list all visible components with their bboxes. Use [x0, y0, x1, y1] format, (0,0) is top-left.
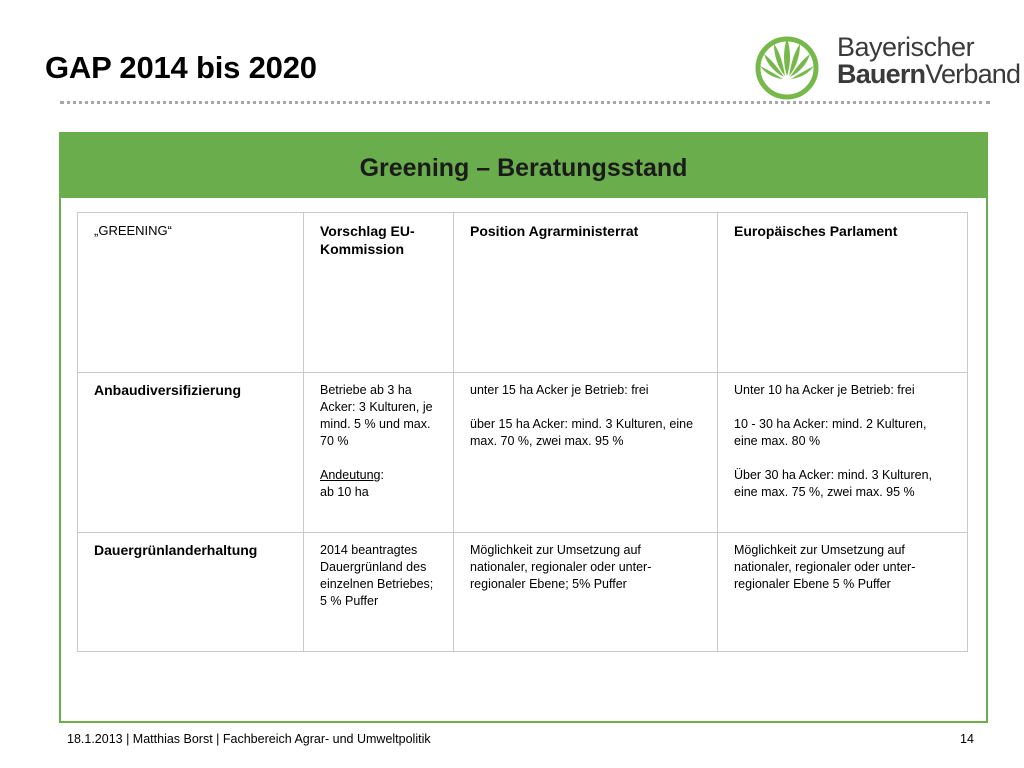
logo-text-line2 [837, 61, 1020, 88]
cell-parliament [718, 373, 968, 533]
bbv-logo [752, 30, 1021, 100]
cell-commission [304, 373, 454, 533]
greening-table [77, 212, 968, 652]
table-header-row [78, 213, 968, 373]
header-council: Position Agrarministerrat [454, 213, 718, 373]
table-row [78, 373, 968, 533]
cell-parliament [718, 533, 968, 652]
page-number: 14 [960, 732, 974, 746]
cell-text: Betriebe ab 3 ha Acker: 3 Kulturen, je mind. 5 % und max. 70 % [320, 383, 433, 448]
cell-text: ab 10 ha [320, 485, 369, 499]
cell-text: Möglichkeit zur Umsetzung auf nationaler, regionaler oder unter-regionaler Ebene; 5% Puffer [470, 543, 652, 591]
title-divider [60, 101, 990, 104]
cell-text: über 15 ha Acker: mind. 3 Kulturen, eine max. 70 %, zwei max. 95 % [470, 417, 694, 448]
slide-title: GAP 2014 bis 2020 [45, 50, 317, 85]
logo-text-bold: Bauern [837, 59, 926, 89]
cell-text-suffix: : [380, 468, 384, 482]
cell-commission [304, 533, 454, 652]
cell-text: 5 % Puffer [320, 594, 379, 608]
cell-text: Unter 10 ha Acker je Betrieb: frei [734, 383, 915, 397]
footer-text: 18.1.2013 | Matthias Borst | Fachbereich Agrar- und Umweltpolitik [67, 732, 431, 746]
header-commission: Vorschlag EU-Kommission [304, 213, 454, 373]
cell-text: Möglichkeit zur Umsetzung auf nationaler, regionaler oder unter-regionaler Ebene 5 % Puffer [734, 543, 916, 591]
content-frame [59, 132, 988, 723]
cell-text: 2014 beantragtes Dauergrünland des einzelnen Betriebes; [320, 543, 434, 591]
header-parliament: Europäisches Parlament [718, 213, 968, 373]
cell-text [320, 467, 437, 484]
row-label-dauergruenland: Dauergrünlanderhaltung [78, 533, 304, 652]
cell-council [454, 373, 718, 533]
table-row [78, 533, 968, 652]
underlined-term: Andeutung [320, 468, 381, 482]
wheat-circle-logo-icon [752, 30, 822, 100]
section-header [61, 134, 986, 198]
cell-text: Über 30 ha Acker: mind. 3 Kulturen, eine max. 75 %, zwei max. 95 % [734, 468, 933, 499]
cell-text: unter 15 ha Acker je Betrieb: frei [470, 383, 649, 397]
cell-text: 10 - 30 ha Acker: mind. 2 Kulturen, eine max. 80 % [734, 417, 927, 448]
logo-text-rest: Verband [925, 59, 1021, 89]
row-label-anbaudiversifizierung: Anbaudiversifizierung [78, 373, 304, 533]
logo-text-line1: Bayerischer [837, 32, 975, 62]
section-header-title: Greening – Beratungsstand [359, 154, 688, 182]
cell-council [454, 533, 718, 652]
header-topic: „GREENING“ [78, 213, 304, 373]
